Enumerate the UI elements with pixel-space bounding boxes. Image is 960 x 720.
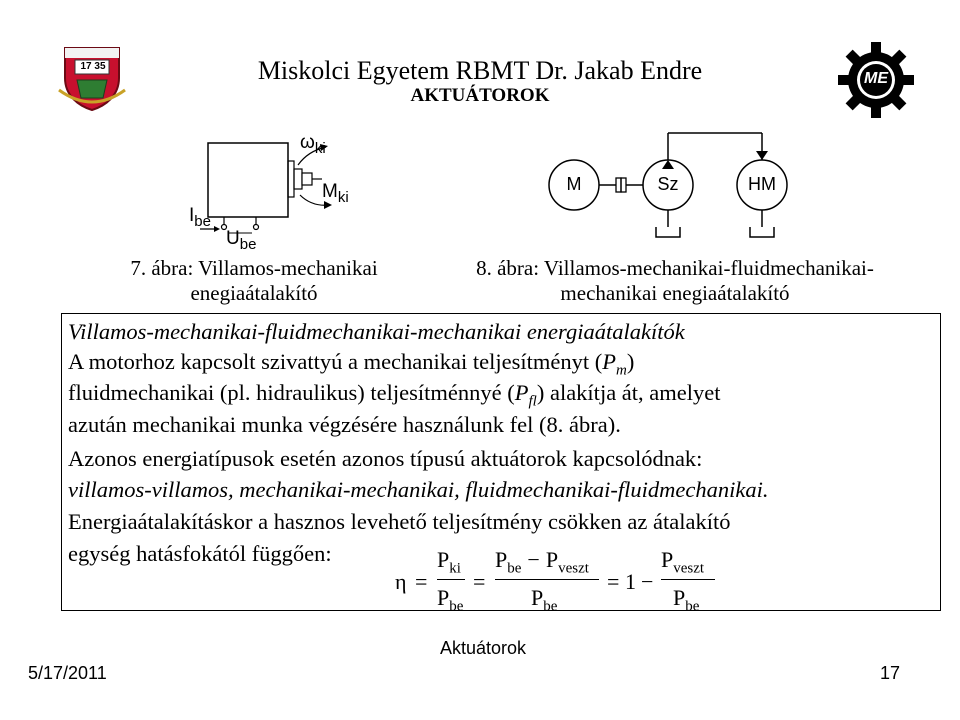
body-line: Energiaátalakításkor a hasznos levehető teljesítmény csökken az átalakító	[68, 509, 731, 534]
current-label: $I_{be}$	[189, 205, 211, 230]
page-subtitle: AKTUÁTOROK	[410, 85, 550, 106]
equals-sign: =	[415, 569, 428, 594]
figure7-caption: 7. ábra: Villamos-mechanikai enegiaátalakító	[130, 256, 378, 305]
body-line: Azonos energiatípusok esetén azonos típusú aktuátorok kapcsolódnak:	[68, 446, 703, 471]
omega-label: $\omega_{ki}$	[300, 132, 326, 157]
body-line: egység hatásfokától függően:	[68, 541, 332, 566]
body-line: villamos-villamos, mechanikai-mechanikai, fluidmechanikai-fluidmechanikai.	[68, 477, 769, 502]
section-heading: Villamos-mechanikai-fluidmechanikai-mechanikai energiaátalakítók	[68, 319, 685, 344]
page-number: 17	[880, 663, 901, 683]
page-title: Miskolci Egyetem RBMT Dr. Jakab Endre	[257, 56, 703, 85]
body-line: fluidmechanikai (pl. hidraulikus) teljesítménnyé $(P_{fl})$ alakítja át, amelyet	[68, 380, 721, 410]
fraction-bar	[661, 579, 715, 580]
figure8-caption: 8. ábra: Villamos-mechanikai-fluidmechanikai- mechanikai enegiaátalakító	[476, 256, 874, 305]
fraction-bar	[495, 579, 599, 580]
logo-year-text: 17 35	[80, 61, 106, 72]
efficiency-formula	[385, 544, 725, 616]
one-digit: 1	[625, 569, 636, 594]
body-line: azután mechanikai munka végzésére használunk fel (8. ábra).	[68, 412, 621, 437]
minus-sign: −	[641, 569, 654, 594]
fraction-bar	[437, 579, 465, 580]
denominator: $P_{be}$	[673, 585, 700, 615]
hydromotor-block-label: HM	[748, 174, 776, 194]
eta-symbol: η	[395, 569, 407, 594]
denominator: $P_{be}$	[437, 585, 464, 615]
figure7-diagram	[180, 125, 380, 255]
body-line: A motorhoz kapcsolt szivattyú a mechanikai teljesítményt $(P_m)$	[68, 349, 635, 379]
torque-label: $M_{ki}$	[322, 181, 349, 206]
pump-block-label: Sz	[657, 174, 679, 194]
numerator: $P_{ki}$	[437, 547, 461, 577]
footer-date: 5/17/2011	[28, 663, 107, 683]
footer-title: Aktuátorok	[440, 638, 527, 658]
equals-sign: =	[607, 569, 620, 594]
numerator: $P_{veszt}$	[661, 547, 705, 577]
numerator: $P_{be} - P_{veszt}$	[495, 547, 589, 577]
denominator: $P_{be}$	[531, 585, 558, 615]
voltage-label: $U_{be}$	[226, 228, 257, 253]
logo-me-text: ME	[864, 70, 888, 87]
motor-block-label: M	[566, 174, 582, 194]
equals-sign: =	[473, 569, 486, 594]
